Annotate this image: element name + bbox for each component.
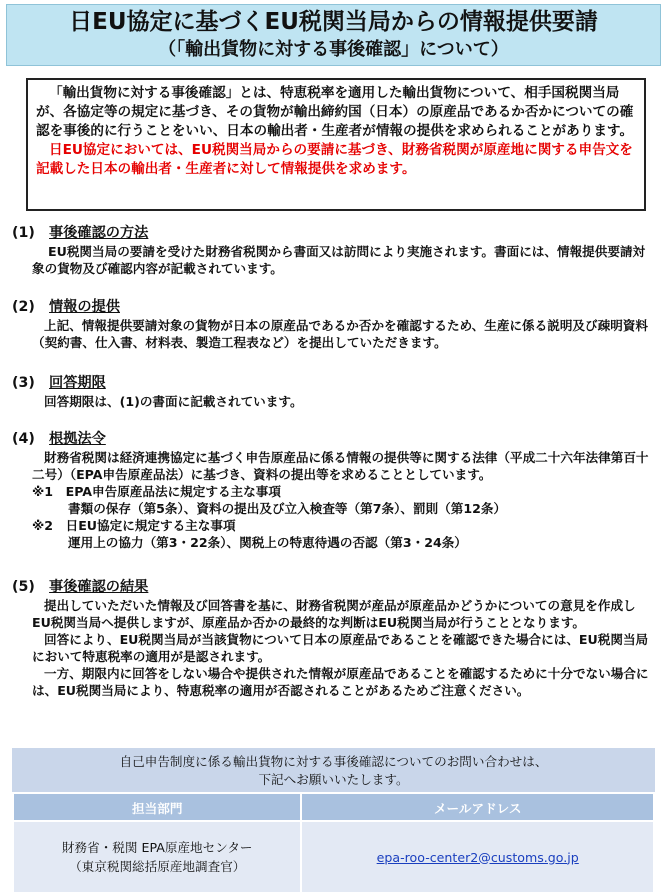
section-number: (2) [12,299,35,315]
section-heading: 回答期限 [49,375,106,391]
contact-line-1: 自己申告制度に係る輸出貨物に対する事後確認についてのお問い合わせは、 [119,754,548,769]
note-2-title: ※2 日EU協定に規定する主な事項 [32,518,236,533]
contact-intro [12,748,655,792]
section-body: 財務省税関は経済連携協定に基づく申告原産品に係る情報の提供等に関する法律（平成二十六年法律第百十二号）（EPA申告原産品法）に基づき、資料の提出等を求めることとしています。 [32,450,649,482]
result-paragraph-3: 一方、期限内に回答をしない場合や提供された情報が原産品であることを確認するために十分でない場合には、EU税関当局により、特恵税率の適用が否認されることがあるためご注意ください。 [32,666,649,698]
section-heading: 根拠法令 [49,431,106,447]
intro-red-text: 日EU協定においては、EU税関当局からの要請に基づき、財務省税関が原産地に関する申告文を記載した日本の輸出者・生産者に対して情報提供を求めます。 [36,142,633,177]
section-body: 上記、情報提供要請対象の貨物が日本の原産品であるか否かを確認するため、生産に係る説明及び疎明資料（契約書、仕入書、材料表、製造工程表など）を提出していただきます。 [32,318,648,350]
section-body: EU税関当局の要請を受けた財務省税関から書面又は訪問により実施されます。書面には、情報提供要請対象の貨物及び確認内容が記載されています。 [32,244,646,276]
section-number: (1) [12,225,35,241]
contact-box [12,748,655,890]
section-body: 回答期限は、(1)の書面に記載されています。 [44,394,303,409]
dept-name: 財務省・税関 EPA原産地センター [61,840,253,855]
section-number: (3) [12,375,35,391]
contact-table [12,792,655,894]
intro-text: 「輸出貨物に対する事後確認」とは、特恵税率を適用した輸出貨物について、相手国税関当局が、各協定等の規定に基づき、その貨物が輸出締約国（日本）の原産品であるか否かについての確認を事後的に行うことをいい、日本の輸出者・生産者が情報の提供を求められることがあります。 [36,85,634,139]
section-heading: 情報の提供 [49,299,120,315]
email-cell [301,821,654,893]
section-heading: 事後確認の方法 [49,225,149,241]
section-heading: 事後確認の結果 [49,579,149,595]
dept-subname: （東京税関総括原産地調査官） [69,859,246,874]
section-number: (4) [12,431,35,447]
result-paragraph-1: 提出していただいた情報及び回答書を基に、財務省税関が産品が原産品かどうかについての意見を作成しEU税関当局へ提供しますが、原産品か否かの最終的な判断はEU税関当局が行うこととなります。 [32,598,636,630]
email-link[interactable]: epa-roo-center2@customs.go.jp [376,849,579,865]
result-paragraph-2: 回答により、EU税関当局が当該貨物について日本の原産品であることを確認できた場合には、EU税関当局において特恵税率の適用が是認されます。 [32,632,649,664]
section-number: (5) [12,579,35,595]
page-subtitle: （「輸出貨物に対する事後確認」について） [158,39,509,60]
column-header-email: メールアドレス [301,793,654,821]
section-4 [12,430,652,551]
note-2-body: 運用上の協力（第3・22条）、関税上の特恵待遇の否認（第3・24条） [68,535,467,550]
section-3 [12,374,652,410]
column-header-dept: 担当部門 [13,793,301,821]
note-1-body: 書類の保存（第5条）、資料の提出及び立入検査等（第7条）、罰則（第12条） [68,501,507,516]
title-banner [6,4,661,66]
intro-box [26,78,646,211]
page-title: 日EU協定に基づくEU税関当局からの情報提供要請 [69,9,598,35]
contact-line-2: 下記へお願いいたします。 [258,772,409,787]
section-1 [12,224,652,277]
dept-cell [13,821,301,893]
note-1-title: ※1 EPA申告原産品法に規定する主な事項 [32,484,281,499]
section-5 [12,578,652,699]
section-2 [12,298,652,351]
